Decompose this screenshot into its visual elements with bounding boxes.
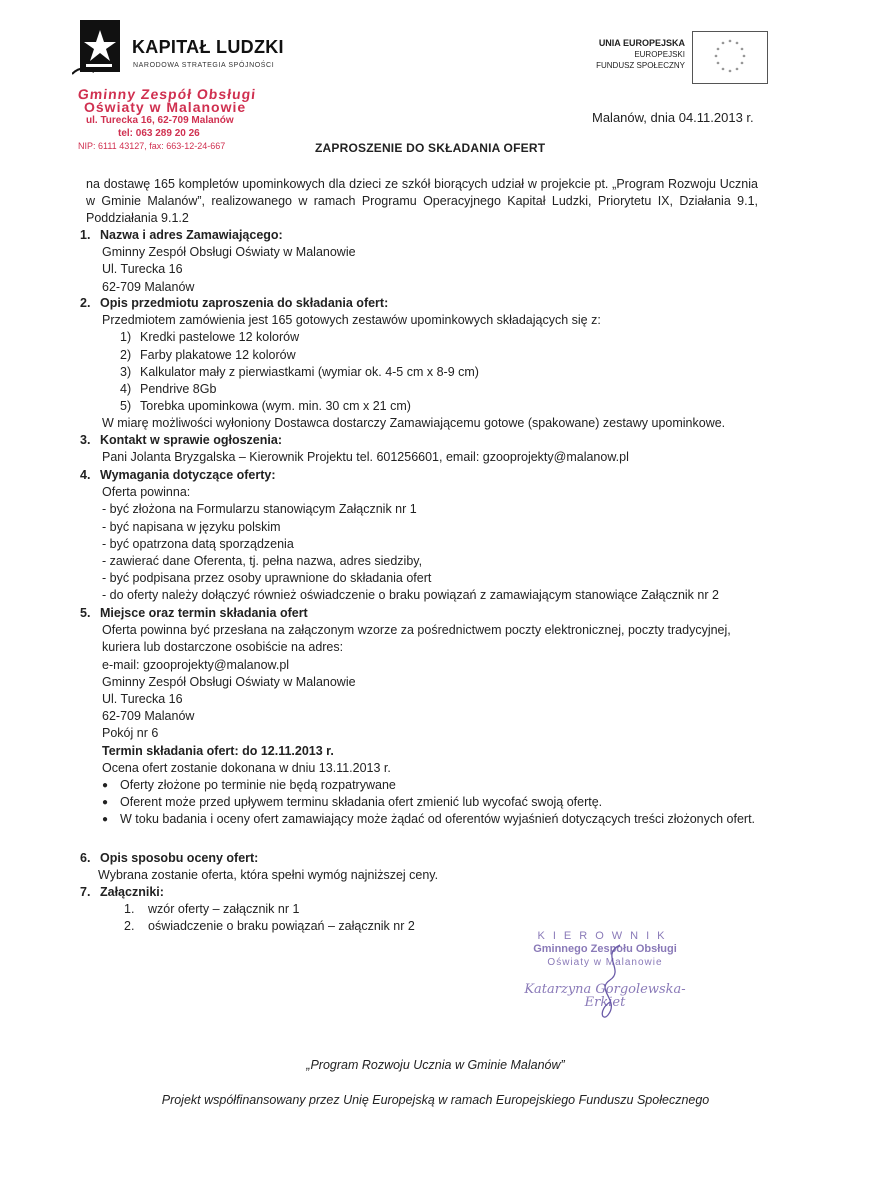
section-heading: Opis sposobu oceny ofert: [100, 851, 259, 865]
section-number: 6. [80, 851, 91, 865]
text-line: 62-709 Malanów [102, 279, 195, 294]
document-date: Malanów, dnia 04.11.2013 r. [592, 110, 754, 125]
bullet-item [80, 777, 760, 794]
handwritten-signature-icon [580, 940, 640, 1030]
intro-paragraph: na dostawę 165 kompletów upominkowych dla dzieci ze szkół biorących udział w projekcie pt. „Program Rozwoju Ucznia w Gminie Malanów”, realizowanego w ramach Programu Operacyjnego Kapitał Ludzki, Priorytetu IX, Działania 9.1, Poddziałania 9.1.2 [86, 177, 758, 225]
text-line: - zawierać dane Oferenta, tj. pełna nazwa, adres siedziby, [102, 554, 423, 569]
footer-program: „Program Rozwoju Ucznia w Gminie Malanów” [306, 1058, 565, 1072]
eu-label [540, 38, 685, 71]
section-number: 2. [80, 296, 91, 310]
section-heading: Miejsce oraz termin składania ofert [100, 606, 308, 620]
kapital-ludzki-logo-icon [72, 16, 124, 78]
text-line: - do oferty należy dołączyć również oświadczenie o braku powiązań z zamawiającym stanowiące Załącznik nr 2 [102, 588, 719, 603]
contact-line: Pani Jolanta Bryzgalska – Kierownik Projektu tel. 601256601, email: gzooprojekty@malanow.pl [102, 450, 629, 465]
text-line: W miarę możliwości wyłoniony Dostawca dostarczy Zamawiającemu gotowe (spakowane) zestawy upominkowe. [102, 416, 726, 431]
item-number: 1. [124, 902, 135, 917]
signature-title: KIEROWNIK [537, 930, 673, 942]
svg-text:*: * [742, 54, 746, 61]
item-number: 4) [120, 382, 132, 397]
text-line: e-mail: gzooprojekty@malanow.pl [102, 657, 290, 672]
section-number: 4. [80, 468, 91, 482]
text-line: Wybrana zostanie oferta, która spełni wymóg najniższej ceny. [98, 868, 439, 883]
signature-org2: Oświaty w Malanowie [547, 957, 663, 968]
bullet-text: Oferty złożone po terminie nie będą rozpatrywane [120, 778, 396, 793]
bullet-item [80, 811, 760, 828]
text-line: - być opatrzona datą sporządzenia [102, 536, 294, 551]
item-number: 1) [120, 330, 132, 345]
stamp-line2: Oświaty w Malanowie [84, 99, 247, 115]
text-line: 62-709 Malanów [102, 709, 195, 724]
list-item [80, 398, 760, 415]
signature-name: Katarzyna Gorgolewska-Erkiet [524, 982, 686, 1010]
attachment-item [80, 901, 760, 918]
eu-line3: FUNDUSZ SPOŁECZNY [596, 61, 685, 70]
list-item [80, 381, 760, 398]
section-heading: Nazwa i adres Zamawiającego: [100, 228, 283, 242]
section-4 [80, 467, 760, 605]
office-stamp [78, 88, 288, 153]
list-item [80, 329, 760, 346]
item-text: Kredki pastelowe 12 kolorów [140, 330, 300, 345]
svg-text:*: * [740, 61, 744, 68]
svg-text:*: * [716, 47, 720, 54]
eu-line1: UNIA EUROPEJSKA [598, 38, 685, 48]
evaluation-line: Ocena ofert zostanie dokonana w dniu 13.11.2013 r. [102, 760, 391, 775]
text-line: Gminny Zespół Obsługi Oświaty w Malanowie [102, 674, 356, 689]
bullet-item [80, 794, 760, 811]
deadline-line: Termin składania ofert: do 12.11.2013 r. [102, 743, 334, 758]
item-number: 3) [120, 364, 132, 379]
section-number: 3. [80, 433, 91, 447]
svg-text:*: * [716, 61, 720, 68]
section-number: 5. [80, 606, 91, 620]
text-line: Ul. Turecka 16 [102, 692, 183, 707]
text-line: Oferta powinna być przesłana na załączonym wzorze za pośrednictwem poczty elektronicznej, poczty tradycyjnej, [102, 623, 731, 638]
logo-subtitle: NARODOWA STRATEGIA SPÓJNOŚCI [133, 62, 275, 69]
item-text: oświadczenie o braku powiązań – załącznik nr 2 [148, 919, 415, 934]
text-line: Gminny Zespół Obsługi Oświaty w Malanowie [102, 245, 356, 260]
list-item [80, 347, 760, 364]
stamp-line5: NIP: 6111 43127, fax: 663-12-24-667 [78, 141, 226, 151]
text-line: - być złożona na Formularzu stanowiącym Załącznik nr 1 [102, 502, 417, 517]
svg-text:*: * [735, 41, 739, 48]
item-text: Torebka upominkowa (wym. min. 30 cm x 21 cm) [140, 399, 411, 414]
item-number: 2) [120, 347, 132, 362]
section-heading: Kontakt w sprawie ogłoszenia: [100, 433, 282, 447]
svg-text:*: * [740, 47, 744, 54]
bullet-text: Oferent może przed upływem terminu składania ofert zmienić lub wycofać swoją ofertę. [120, 795, 603, 810]
item-number: 2. [124, 919, 135, 934]
section-6 [80, 850, 760, 884]
text-line: - być podpisana przez osoby uprawnione do składania ofert [102, 571, 432, 586]
svg-text:*: * [728, 39, 732, 46]
bullet-text: W toku badania i oceny ofert zamawiający może żądać od oferentów wyjaśnień dotyczących treści złożonych ofert. [120, 812, 756, 827]
bullet-icon: ● [102, 814, 109, 826]
document-title: ZAPROSZENIE DO SKŁADANIA OFERT [315, 141, 546, 155]
eu-flag-icon [692, 31, 768, 84]
item-text: wzór oferty – załącznik nr 1 [148, 902, 300, 917]
list-item [80, 364, 760, 381]
svg-text:*: * [735, 67, 739, 74]
section-heading: Wymagania dotyczące oferty: [100, 468, 276, 482]
item-number: 5) [120, 399, 132, 414]
section-5 [80, 605, 760, 829]
stamp-line4: tel: 063 289 20 26 [118, 128, 200, 139]
section-number: 1. [80, 228, 91, 242]
eu-line2: EUROPEJSKI [634, 50, 685, 59]
section-heading: Opis przedmiotu zaproszenia do składania ofert: [100, 296, 389, 310]
text-line: Ul. Turecka 16 [102, 262, 183, 277]
svg-text:*: * [721, 67, 725, 74]
section-2 [80, 295, 760, 433]
svg-text:*: * [714, 54, 718, 61]
text-line: Oferta powinna: [102, 485, 191, 500]
text-line: kuriera lub dostarczone osobiście na adres: [102, 640, 344, 655]
section-3 [80, 432, 760, 466]
text-line: Przedmiotem zamówienia jest 165 gotowych zestawów upominkowych składających się z: [102, 313, 601, 328]
section-1 [80, 227, 760, 296]
svg-text:*: * [721, 41, 725, 48]
bullet-icon: ● [102, 797, 109, 809]
footer-cofinance: Projekt współfinansowany przez Unię Europejską w ramach Europejskiego Funduszu Społecznego [161, 1093, 710, 1107]
section-number: 7. [80, 885, 91, 899]
item-text: Pendrive 8Gb [140, 382, 217, 397]
logo-title: KAPITAŁ LUDZKI [132, 37, 284, 57]
bullet-icon: ● [102, 780, 109, 792]
stamp-line1: Gminny Zespół Obsługi [77, 86, 258, 102]
stamp-line3: ul. Turecka 16, 62-709 Malanów [86, 115, 234, 126]
item-text: Kalkulator mały z pierwiastkami (wymiar ok. 4-5 cm x 8-9 cm) [140, 364, 479, 379]
item-text: Farby plakatowe 12 kolorów [140, 347, 296, 362]
section-7 [80, 884, 760, 936]
svg-text:*: * [728, 69, 732, 76]
text-line: Pokój nr 6 [102, 726, 159, 741]
signature-org1: Gminnego Zespołu Obsługi [533, 943, 677, 955]
section-heading: Załączniki: [100, 885, 164, 899]
text-line: - być napisana w języku polskim [102, 519, 281, 534]
